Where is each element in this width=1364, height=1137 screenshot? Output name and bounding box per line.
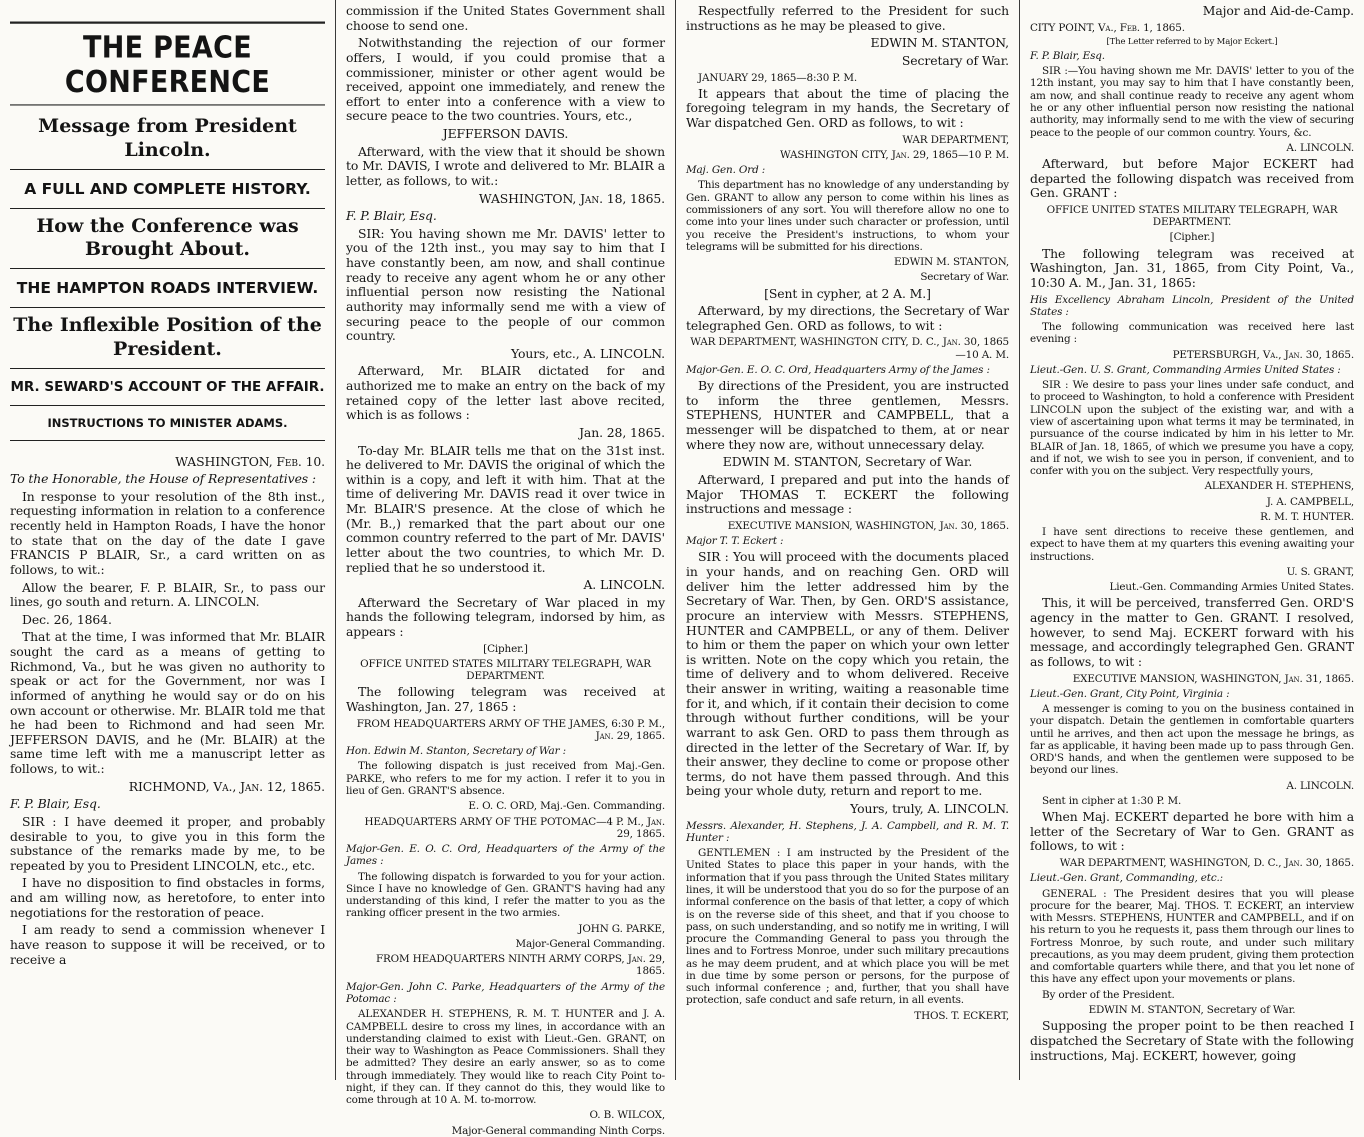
addressee: Maj. Gen. Ord :	[686, 164, 766, 177]
deck-inflexible: The Inflexible Position of the President.	[13, 314, 322, 360]
paragraph: That at the time, I was informed that Mr. BLAIR sought the card as a means of getting to Richmond, Va., but he was given no authority to speak or act for the Government, nor was I informed of anything he would say or do on his own account or otherwise. Mr. BLAIR told me that he had been to Richmond and had seen Mr. JEFFERSON DAVIS, and he (Mr. BLAIR) at the same time left with me a manuscript letter as follows, to wit.:	[10, 629, 325, 776]
cipher-note: Sent in cipher at 1:30 P. M.	[1042, 794, 1182, 807]
salutation: To the Honorable, the House of Representatives :	[10, 471, 316, 487]
telegraph-office: OFFICE UNITED STATES MILITARY TELEGRAPH, WAR DEPARTMENT.	[1046, 203, 1338, 229]
paragraph: By directions of the President, you are instructed to inform the three gentlemen, Messrs. STEPHENS, HUNTER and CAMPBELL, that a messenger will be dispatched to them, at or near where they now are, without unnecessary delay.	[686, 378, 1009, 452]
divider	[10, 307, 325, 308]
divider	[10, 169, 325, 170]
paragraph: Supposing the proper point to be then reached I dispatched the Secretary of State with the following instructions, Maj. ECKERT, however, going	[1030, 1018, 1354, 1063]
divider	[10, 368, 325, 369]
signature: THOS. T. ECKERT,	[914, 1009, 1009, 1022]
main-headline: THE PEACE CONFERENCE	[10, 22, 325, 106]
date-line: PETERSBURGH, Va., Jan. 30, 1865.	[1172, 348, 1354, 361]
signature: A. LINCOLN.	[583, 577, 665, 593]
paragraph: I am ready to send a commission whenever I have reason to suppose it will be received, or to receive a	[10, 922, 325, 967]
headquarters-line: FROM HEADQUARTERS ARMY OF THE JAMES, 6:30 P. M., Jan. 29, 1865.	[356, 717, 665, 742]
deck-adams: INSTRUCTIONS TO MINISTER ADAMS.	[47, 415, 288, 430]
deck-seward: MR. SEWARD'S ACCOUNT OF THE AFFAIR.	[10, 378, 325, 395]
addressee: His Excellency Abraham Lincoln, President of the United States :	[1030, 293, 1354, 318]
letter-text: GENERAL : The President desires that you will please procure for the bearer, Maj. THOS. T. ECKERT, an interview with Messrs. STEPHENS, HUNTER and CAMPBELL, and if on his return to you he requests it, pass them through our lines to Fortress Monroe, by such route, and under such military precautions, as you may deem prudent, giving them protection and comfortable quarters while there, and that you let none of this have any effect upon your movements or plans.	[1030, 887, 1354, 986]
cipher-note: [Cipher.]	[483, 642, 528, 655]
addressee: Major-Gen. John C. Parke, Headquarters of the Army of the Potomac :	[346, 980, 665, 1005]
telegram-text: This department has no knowledge of any understanding by Gen. GRANT to allow any person to come within his lines as commissioners of any sort. You will therefore allow no one to come into your lines under such character or profession, until you receive the President's instructions, to whom your telegrams will be submitted for his directions.	[686, 179, 1009, 253]
signature: Yours, truly, A. LINCOLN.	[850, 801, 1009, 817]
paragraph: Afterward, Mr. BLAIR dictated for and authorized me to make an entry on the back of my retained copy of the letter last above recited, which is as follows :	[346, 363, 665, 423]
cipher-note: [Sent in cypher, at 2 A. M.]	[764, 285, 931, 301]
telegram-text: I have sent directions to receive these gentlemen, and expect to have them at my quarters this evening awaiting your instructions.	[1030, 526, 1354, 563]
signature-title: Secretary of War.	[920, 271, 1009, 284]
deck-message: Message from President Lincoln.	[38, 115, 297, 161]
paragraph: SIR: You having shown me Mr. DAVIS' letter to you of the 12th inst., you may say to him that I have constantly been, am now, and shall continue ready to receive any agent whom he or any other influential person now resisting the National authority may informally send me with a view of securing peace to the people of our common country.	[346, 225, 665, 344]
deck-how: How the Conference was Brought About.	[36, 214, 299, 261]
signature: R. M. T. HUNTER.	[1260, 510, 1354, 523]
cipher-note: [Cipher.]	[1169, 231, 1215, 244]
signature-title: Major-General commanding Ninth Corps.	[451, 1124, 665, 1137]
date-line: CITY POINT, Va., Feb. 1, 1865.	[1030, 21, 1185, 34]
paragraph: SIR : I have deemed it proper, and probably desirable to you, to give you in this form the substance of the remarks made by me, to be repeated by you to President LINCOLN, etc., etc.	[10, 813, 325, 873]
paragraph: It appears that about the time of placing the foregoing telegram in my hands, the Secretary of War dispatched Gen. ORD as follows, to wit :	[686, 85, 1009, 131]
signature: EDWIN M. STANTON, Secretary of War.	[722, 454, 973, 470]
signature-title: Lieut.-Gen. Commanding Armies United States.	[1109, 581, 1354, 594]
paragraph: SIR : You will proceed with the documents placed in your hands, and on reaching Gen. ORD will deliver him the letter addressed him by the Secretary of War. Then, by Gen. ORD'S assistance, procure an interview with Messrs. STEPHENS, HUNTER and CAMPBELL, or any of them. Deliver to him or them the paper on which your own letter is written. Note on the copy which you retain, the time of delivery and to whom delivered. Receive their answer in writing, waiting a reasonable time for it, and which, if it contain their decision to come through without further conditions, will be your warrant to ask Gen. ORD to pass them through as directed in the letter of the Secretary of War. If, by their answer, they decline to come or propose other terms, do not have them passed through. And this being your whole duty, return and report to me.	[686, 549, 1009, 799]
executive-mansion-line: EXECUTIVE MANSION, WASHINGTON, Jan. 31, 1865.	[1072, 672, 1354, 685]
addressee: F. P. Blair, Esq.	[346, 208, 437, 224]
paragraph: Afterward, with the view that it should be shown to Mr. DAVIS, I wrote and delivered to Mr. BLAIR a letter, as follows, to wit.:	[346, 143, 665, 188]
executive-mansion-line: EXECUTIVE MANSION, WASHINGTON, Jan. 30, 1865.	[727, 519, 1009, 532]
telegraph-office: OFFICE UNITED STATES MILITARY TELEGRAPH, WAR DEPARTMENT.	[360, 657, 651, 683]
telegram-text: The following communication was received here last evening :	[1030, 321, 1354, 346]
signature: O. B. WILCOX,	[589, 1109, 665, 1122]
letter-text: By order of the President.	[1042, 988, 1175, 1001]
telegram-text: The following dispatch is forwarded to you for your action. Since I have no knowledge of Gen. GRANT'S having had any understanding of this kind, I refer the matter to you as the ranking officer present in the two armies.	[346, 870, 665, 920]
signature: EDWIN M. STANTON,	[893, 256, 1009, 269]
signature: A. LINCOLN.	[1286, 779, 1354, 792]
signature-title: Major-General Commanding.	[515, 937, 665, 950]
addressee: Major-Gen. E. O. C. Ord, Headquarters Army of the James :	[686, 363, 990, 376]
addressee: F. P. Blair, Esq.	[10, 796, 101, 812]
date-line: JANUARY 29, 1865—8:30 P. M.	[698, 71, 858, 84]
signature: EDWIN M. STANTON,	[870, 35, 1009, 51]
addressee: Lieut.-Gen. U. S. Grant, Commanding Armies United States :	[1030, 363, 1341, 376]
signature: ALEXANDER H. STEPHENS,	[1204, 480, 1354, 493]
headquarters-line: HEADQUARTERS ARMY OF THE POTOMAC—4 P. M., Jan. 29, 1865.	[364, 815, 665, 840]
paragraph: The following telegram was received at Washington, Jan. 27, 1865 :	[346, 684, 665, 715]
paragraph: The following telegram was received at Washington, Jan. 31, 1865, from City Point, Va., 10:30 A. M., Jan. 31, 1865:	[1030, 245, 1354, 290]
paragraph: Notwithstanding the rejection of our former offers, I would, if you could promise that a commissioner, minister or other agent would be received, appoint one immediately, and renew the effort to enter into a conference with a view to secure peace to the two countries. Yours, etc.,	[346, 35, 665, 124]
divider	[10, 208, 325, 209]
deck-hampton: THE HAMPTON ROADS INTERVIEW.	[16, 279, 319, 297]
paragraph: To-day Mr. BLAIR tells me that on the 31st inst. he delivered to Mr. DAVIS the original of which the within is a copy, and left it with him. That at the time of delivering Mr. DAVIS read it over twice in Mr. BLAIR'S presence. At the close of which he (Mr. B.,) remarked that the part about our one common country referred to the part of Mr. DAVIS' letter about the two countries, to which Mr. D. replied that he so understood it.	[346, 442, 665, 575]
addressee: Major-Gen. E. O. C. Ord, Headquarters of the Army of the James :	[346, 843, 665, 868]
paragraph: commission if the United States Government shall choose to send one.	[346, 3, 665, 33]
paragraph: In response to your resolution of the 8th inst., requesting information in relation to a conference recently held in Hampton Roads, I have the honor to state that on the day of the date I gave FRANCIS P BLAIR, Sr., a card written on as follows, to wit.:	[10, 488, 325, 577]
signature: U. S. GRANT,	[1286, 565, 1354, 578]
telegram-text: The following dispatch is just received from Maj.-Gen. PARKE, who refers to me for my action. I refer it to you in lieu of Gen. GRANT'S absence.	[346, 760, 665, 797]
signature: A. LINCOLN.	[1286, 141, 1354, 154]
paragraph: This, it will be perceived, transferred Gen. ORD'S agency in the matter to Gen. GRANT. I resolved, however, to send Maj. ECKERT forward with his message, and accordingly telegraphed Gen. GRANT as follows, to wit :	[1030, 595, 1354, 669]
letter-text: SIR :—You having shown me Mr. DAVIS' letter to you of the 12th instant, you may say to him that I have constantly been, am now, and shall continue ready to receive any agent whom he or any other influential person now resisting the national authority, may informally send to me with the view of securing peace to the people of our common country. Yours, &c.	[1030, 65, 1354, 139]
divider	[10, 405, 325, 406]
headquarters-line: FROM HEADQUARTERS NINTH ARMY CORPS, Jan. 29, 1865.	[375, 953, 665, 978]
bracket-note: [The Letter referred to by Major Eckert.]	[1106, 36, 1278, 47]
addressee: F. P. Blair, Esq.	[1030, 49, 1105, 62]
war-department-line: WASHINGTON CITY, Jan. 29, 1865—10 P. M.	[779, 148, 1009, 161]
signature: J. A. CAMPBELL,	[1266, 495, 1354, 508]
addressee: Messrs. Alexander, H. Stephens, J. A. Campbell, and R. M. T. Hunter :	[686, 819, 1009, 844]
signature: E. O. C. ORD, Maj.-Gen. Commanding.	[468, 800, 665, 813]
addressee: Lieut.-Gen. Grant, City Point, Virginia :	[1030, 687, 1230, 700]
signature-title: Major and Aid-de-Camp.	[1202, 3, 1354, 18]
date-line: RICHMOND, Va., Jan. 12, 1865.	[128, 778, 325, 794]
divider	[10, 268, 325, 269]
column-3	[676, 0, 1020, 1080]
letter-text: GENTLEMEN : I am instructed by the President of the United States to place this paper in your hands, with the information that if you pass through the United States military lines, it will be understood that you do so for the purpose of an informal conference on the basis of that letter, a copy of which is on the reverse side of this sheet, and that if you choose to pass, on such understanding, and so notify me in writing, I will procure the Commanding General to pass you through the lines and to Fortress Monroe, under such military precautions as he may deem prudent, and at which place you will be met in due time by some person or persons, for the purpose of such informal conference ; and, further, that you shall have protection, safe conduct and safe return, in all events.	[686, 847, 1009, 1007]
addressee: Major T. T. Eckert :	[686, 535, 784, 548]
paragraph: When Maj. ECKERT departed he bore with him a letter of the Secretary of War to Gen. GRANT as follows, to wit :	[1030, 809, 1354, 854]
column-1	[0, 0, 336, 1080]
addressee: Hon. Edwin M. Stanton, Secretary of War :	[346, 745, 566, 758]
war-department-line: WAR DEPARTMENT, WASHINGTON CITY, D. C., Jan. 30, 1865—10 A. M.	[690, 336, 1009, 361]
telegram-text: SIR : We desire to pass your lines under safe conduct, and to proceed to Washington, to hold a conference with President LINCOLN upon the subject of the existing war, and with a view of ascertaining upon what terms it may be terminated, in pursuance of the course indicated by him in his letter to Mr. BLAIR of Jan. 18, 1865, of which we presume you have a copy, and if not, we wish to see you in person, if convenient, and to confer with you on the subject. Very respectfully yours,	[1030, 379, 1354, 478]
signature: JEFFERSON DAVIS.	[442, 126, 569, 141]
column-2	[336, 0, 676, 1137]
paragraph: Afterward the Secretary of War placed in my hands the following telegram, indorsed by him, as appears :	[346, 594, 665, 639]
deck-history: A FULL AND COMPLETE HISTORY.	[24, 179, 311, 198]
telegram-text: ALEXANDER H. STEPHENS, R. M. T. HUNTER and J. A. CAMPBELL desire to cross my lines, in accordance with an understanding claimed to exist with Lieut.-Gen. GRANT, on their way to Washington as Peace Commissioners. Shall they be admitted? They desire an early answer, so as to come through immediately. They would like to reach City Point to-night, if they can. If they cannot do this, they would like to come through at 10 A. M. to-morrow.	[346, 1008, 665, 1107]
paragraph: Afterward, but before Major ECKERT had departed the following dispatch was received from Gen. GRANT :	[1030, 156, 1354, 201]
dateline: WASHINGTON, Feb. 10.	[175, 453, 325, 469]
date-line: Dec. 26, 1864.	[22, 611, 112, 627]
column-4	[1020, 0, 1364, 1080]
signature: Yours, etc., A. LINCOLN.	[510, 345, 665, 361]
paragraph: Afterward, I prepared and put into the hands of Major THOMAS T. ECKERT the following instructions and message :	[686, 471, 1009, 517]
war-department-line: WAR DEPARTMENT, WASHINGTON, D. C., Jan. 30, 1865.	[1059, 857, 1354, 870]
paragraph: Respectfully referred to the President for such instructions as he may be pleased to give.	[686, 3, 1009, 33]
signature-title: Secretary of War.	[901, 52, 1009, 68]
paragraph: Afterward, by my directions, the Secretary of War telegraphed Gen. ORD as follows, to wit :	[686, 303, 1009, 333]
date-line: WASHINGTON, Jan. 18, 1865.	[478, 190, 665, 206]
paragraph: I have no disposition to find obstacles in forms, and am willing now, as heretofore, to enter into negotiations for the restoration of peace.	[10, 875, 325, 920]
divider	[10, 440, 325, 441]
signature: JOHN G. PARKE,	[578, 922, 665, 935]
paragraph: Allow the bearer, F. P. BLAIR, Sr., to pass our lines, go south and return. A. LINCOLN.	[10, 579, 325, 610]
signature: EDWIN M. STANTON, Secretary of War.	[1088, 1004, 1296, 1016]
telegram-text: A messenger is coming to you on the business contained in your dispatch. Detain the gentlemen in comfortable quarters until he arrives, and then act upon the message he brings, as far as applicable, it having been made up to pass through Gen. ORD'S hands, and when the gentlemen were supposed to be beyond our lines.	[1030, 703, 1354, 777]
date-line: Jan. 28, 1865.	[579, 424, 665, 440]
addressee: Lieut.-Gen. Grant, Commanding, etc.:	[1030, 872, 1224, 885]
war-department-line: WAR DEPARTMENT,	[902, 133, 1009, 146]
